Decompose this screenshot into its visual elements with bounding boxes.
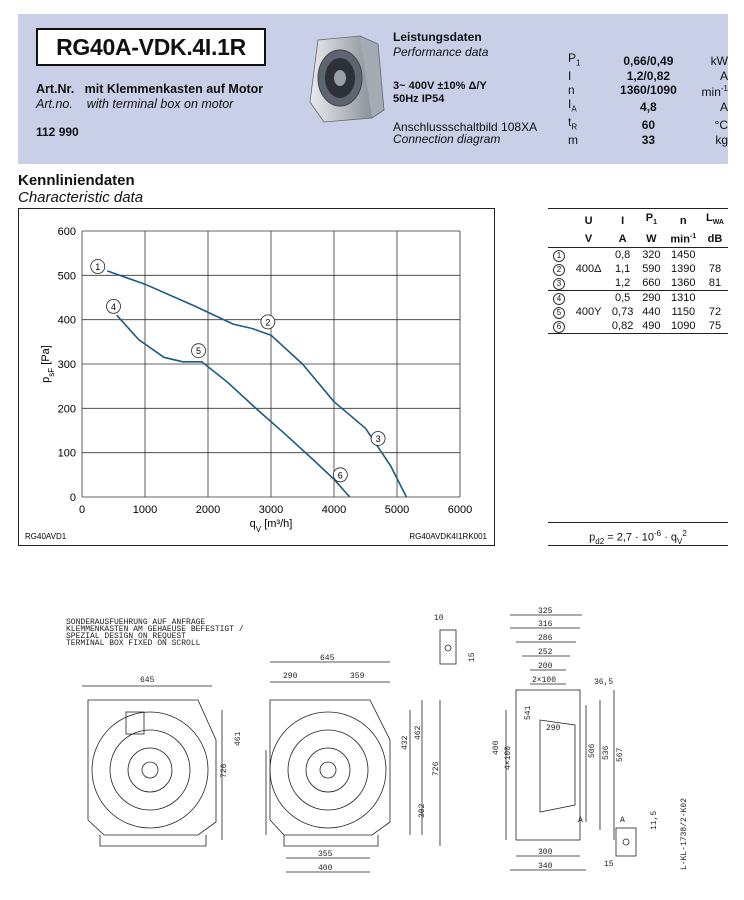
dim-label: 286 <box>538 634 553 643</box>
spec-value: 1,2/0,82 <box>626 68 671 83</box>
formula: $p_{d2} = 2,7 \cdot 10^{-6} \cdot q_V^2$ <box>548 522 728 546</box>
dim-label: 645 <box>140 676 155 685</box>
y-tick-label: 0 <box>69 492 76 504</box>
table-cell: 1360 <box>665 276 702 291</box>
point-label: 6 <box>337 470 343 481</box>
spec-table <box>568 52 728 147</box>
connection-de: Anschlussschaltbild 108XA <box>393 120 538 134</box>
spec-unit: °C <box>714 117 728 132</box>
table-row <box>548 262 728 276</box>
spec-value: 33 <box>641 133 656 148</box>
dim-label: 11,5 <box>650 810 659 830</box>
dim-label: 316 <box>538 620 553 629</box>
table-row <box>548 276 728 291</box>
dim-label: 462 <box>414 725 423 740</box>
artnr-label-de: Art.Nr. mit Klemmenkasten auf Motor <box>36 82 264 96</box>
table-cell: 400Y <box>575 305 602 318</box>
series-line-2 <box>117 315 350 497</box>
x-tick-label: 6000 <box>447 504 473 516</box>
dim-label: 290 <box>283 672 298 681</box>
dim-label: 36,5 <box>594 678 614 687</box>
perf-title-de: Leistungsdaten <box>393 30 482 44</box>
spec-symbol: $I_A$ <box>568 97 577 114</box>
perf-title-en: Performance data <box>393 45 489 59</box>
dim-label: 355 <box>318 850 333 859</box>
dim-label: 290 <box>546 724 561 733</box>
column-unit: dB <box>702 230 728 247</box>
spec-row <box>568 134 728 147</box>
table-cell: 0,8 <box>614 248 631 261</box>
dim-label: 300 <box>538 848 553 857</box>
table-cell <box>702 247 728 262</box>
column-unit: W <box>638 230 665 247</box>
column-unit: V <box>570 230 607 247</box>
dim-label: 567 <box>616 747 625 762</box>
spec-unit: A <box>719 99 728 114</box>
table-row <box>548 290 728 305</box>
point-marker: 4 <box>553 293 565 305</box>
drawing-code: L-KL-1738/2-K02 <box>680 797 689 870</box>
table-row <box>548 305 728 319</box>
column-unit: $\min^{-1}$ <box>665 230 702 247</box>
drawing-note: SPEZIAL DESIGN ON REQUEST <box>66 632 187 641</box>
table-cell <box>570 276 607 291</box>
point-label: 3 <box>375 433 381 444</box>
chart-footer-right: RG40AVDK4I1RK001 <box>409 532 487 541</box>
point-label: 1 <box>95 261 101 272</box>
table-row <box>548 247 728 262</box>
spec-value: 60 <box>641 117 656 132</box>
spec-symbol: I <box>568 68 572 83</box>
spec-row <box>568 52 728 70</box>
table-cell: 1090 <box>665 319 702 334</box>
dim-label: 541 <box>524 705 533 720</box>
point-marker: 2 <box>553 264 565 276</box>
fan-product-image <box>300 32 390 124</box>
table-cell <box>570 290 607 305</box>
column-header: U <box>570 209 607 231</box>
dim-label: 10 <box>434 614 444 623</box>
y-tick-label: 500 <box>57 270 76 283</box>
spec-row <box>568 70 728 83</box>
table-cell: 1,2 <box>607 276 638 291</box>
y-tick-label: 300 <box>57 359 76 371</box>
x-tick-label: 1000 <box>132 504 158 516</box>
dim-label: 645 <box>320 654 335 663</box>
voltage: 3~ 400V ±10% Δ/Y <box>393 80 487 92</box>
table-cell: 660 <box>638 276 665 291</box>
model-title: RG40A-VDK.4I.1R <box>36 28 266 66</box>
column-header: $L_{WA}$ <box>702 209 728 231</box>
spec-row <box>568 83 728 99</box>
operating-points-table <box>548 208 728 334</box>
dim-label: 325 <box>538 607 553 616</box>
x-tick-label: 5000 <box>384 504 410 516</box>
table-cell <box>570 247 607 262</box>
table-cell: 320 <box>642 248 661 261</box>
table-cell <box>702 290 728 305</box>
table-cell: 0,82 <box>607 319 638 334</box>
frequency: 50Hz IP54 <box>393 93 445 105</box>
header-panel <box>18 14 728 164</box>
spec-unit: $\min^{-1}$ <box>701 83 728 99</box>
dim-label: 2×100 <box>532 676 557 685</box>
x-tick-label: 4000 <box>321 504 347 516</box>
table-cell: 590 <box>642 262 661 275</box>
series-line-1 <box>107 271 406 497</box>
table-cell: 75 <box>702 319 728 334</box>
artnr-label-en: Art.no. with terminal box on motor <box>36 97 234 111</box>
column-header: I <box>607 209 638 231</box>
column-unit: A <box>607 230 638 247</box>
dim-label: 726 <box>432 761 441 776</box>
spec-symbol: $P_1$ <box>568 51 581 68</box>
table-cell: 72 <box>708 305 722 318</box>
point-label: 4 <box>110 301 117 312</box>
spec-unit: A <box>719 68 728 83</box>
dim-label: 726 <box>220 763 229 778</box>
spec-unit: kW <box>710 53 728 68</box>
spec-symbol: m <box>568 133 578 148</box>
table-cell: 0,5 <box>614 291 631 304</box>
table-cell: 290 <box>642 291 661 304</box>
table-row <box>548 319 728 334</box>
dim-label: A <box>578 816 583 825</box>
x-axis-label: $q_V$ [m³/h] <box>249 518 293 534</box>
table-cell: 81 <box>702 276 728 291</box>
drawing-note: KLEMMENKASTEN AM GEHAEUSE BEFESTIGT / <box>66 625 244 634</box>
table-cell <box>570 319 607 334</box>
table-cell: 1310 <box>671 291 696 304</box>
article-number: 112 990 <box>36 125 79 139</box>
y-tick-label: 200 <box>57 403 76 416</box>
section-subtitle: Characteristic data <box>18 189 144 206</box>
dim-label: 302 <box>418 803 427 818</box>
dim-label: 340 <box>538 862 553 871</box>
table-cell: 1,1 <box>614 262 631 275</box>
spec-value: 4,8 <box>640 99 657 114</box>
dim-label: 15 <box>604 860 614 869</box>
spec-value: 1360/1090 <box>620 83 677 98</box>
table-cell: 400Δ <box>575 262 602 275</box>
point-label: 5 <box>196 346 202 357</box>
point-marker: 3 <box>553 278 565 290</box>
chart-frame <box>18 208 495 546</box>
spec-value: 0,66/0,49 <box>623 53 674 68</box>
chart-footer-left: RG40AVD1 <box>25 532 67 541</box>
dim-label: 15 <box>468 652 477 662</box>
x-tick-label: 3000 <box>258 504 284 516</box>
dimension-drawing <box>0 590 744 890</box>
drawing-note: SONDERAUSFUEHRUNG AUF ANFRAGE <box>66 618 206 627</box>
section-title: Kennliniendaten <box>18 172 135 189</box>
table-cell: 490 <box>638 319 665 334</box>
y-tick-label: 600 <box>57 226 76 238</box>
table-cell: 440 <box>642 305 661 318</box>
dim-label: 400 <box>318 864 333 873</box>
dim-label: 200 <box>538 662 553 671</box>
dim-label: 400 <box>492 740 501 755</box>
dim-label: 536 <box>602 745 611 760</box>
performance-chart <box>19 209 494 545</box>
spec-unit: kg <box>715 133 728 148</box>
dim-label: 506 <box>588 743 597 758</box>
connection-en: Connection diagram <box>393 132 501 146</box>
column-header: $P_1$ <box>638 209 665 231</box>
table-cell: 78 <box>708 262 722 275</box>
dim-label: 432 <box>401 735 410 750</box>
point-marker: 6 <box>553 321 565 333</box>
dim-label: 359 <box>350 672 365 681</box>
dim-label: 252 <box>538 648 553 657</box>
dim-label: 4×100 <box>504 745 513 770</box>
table-cell: 1390 <box>671 262 696 275</box>
point-marker: 1 <box>553 250 565 262</box>
point-label: 2 <box>265 317 271 328</box>
column-header: n <box>665 209 702 231</box>
drawing-note: TERMINAL BOX FIXED ON SCROLL <box>66 639 201 648</box>
x-tick-label: 0 <box>78 504 86 516</box>
spec-symbol: n <box>568 83 575 98</box>
y-tick-label: 100 <box>57 447 76 460</box>
x-tick-label: 2000 <box>195 504 221 516</box>
spec-symbol: $t_R$ <box>568 115 578 132</box>
y-tick-label: 400 <box>57 314 76 327</box>
spec-row <box>568 98 728 116</box>
point-marker: 5 <box>553 307 565 319</box>
table-cell: 0,73 <box>611 305 634 318</box>
dim-label: A <box>620 816 625 825</box>
dim-label: 461 <box>234 731 243 746</box>
table-cell: 1150 <box>671 305 696 318</box>
y-axis-label: $p_{sF}$ [Pa] <box>40 345 56 383</box>
table-cell: 1450 <box>671 248 696 261</box>
spec-row <box>568 116 728 134</box>
